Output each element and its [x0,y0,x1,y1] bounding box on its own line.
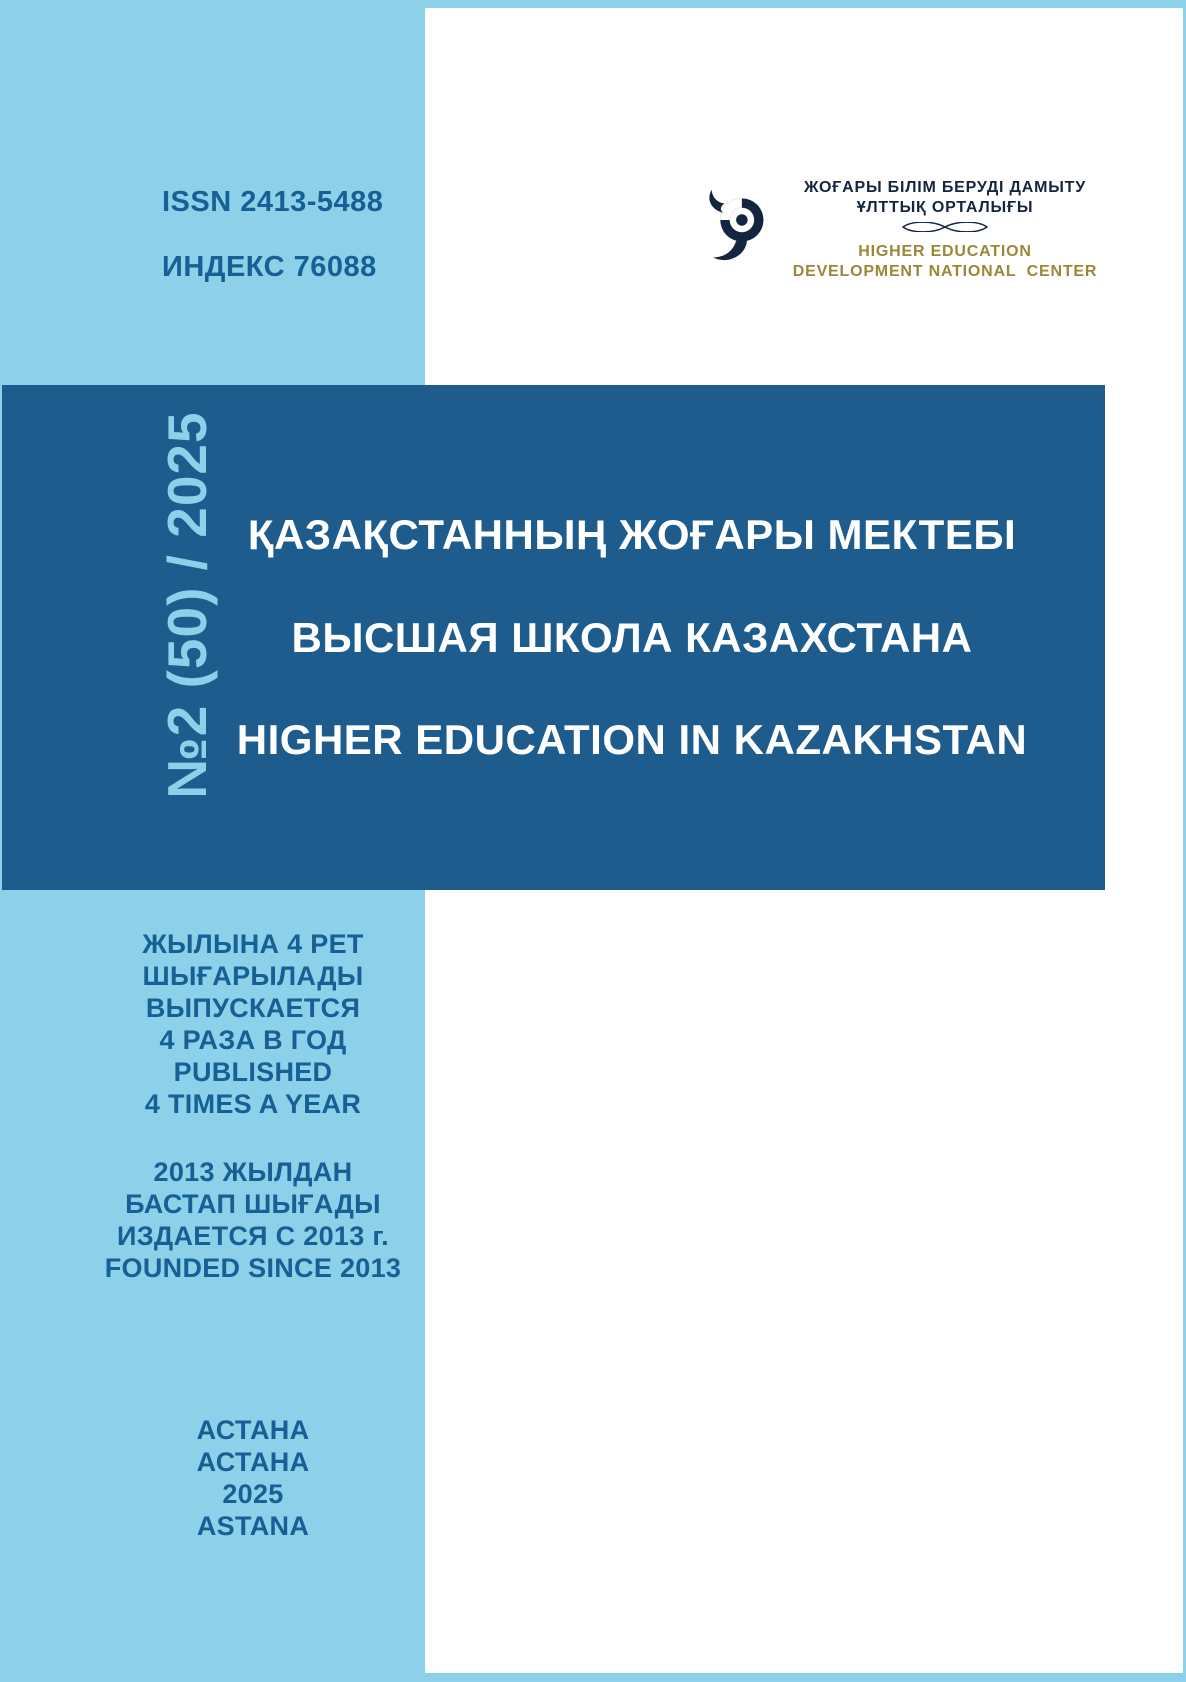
founded-line: ИЗДАЕТСЯ С 2013 г. [117,1221,389,1251]
journal-title-ru: ВЫСШАЯ ШКОЛА КАЗАХСТАНА [291,614,973,661]
issue-banner [2,385,1105,890]
publisher-name-block [780,178,1110,282]
founded-note [45,1156,461,1284]
infinity-line-icon [900,222,990,232]
imprint-city-kk: АСТАНА [196,1415,310,1445]
imprint-city-en: ASTANA [196,1511,310,1541]
frequency-line: PUBLISHED [173,1057,333,1087]
frequency-line: ВЫПУСКАЕТСЯ [145,993,361,1023]
journal-title-kk: ҚАЗАҚСТАННЫҢ ЖОҒАРЫ МЕКТЕБІ [247,511,1017,558]
publisher-name-en-line2: DEVELOPMENT NATIONAL CENTER [792,263,1098,280]
founded-line: БАСТАП ШЫҒАДЫ [125,1189,381,1219]
frequency-note [45,928,461,1120]
imprint-year: 2025 [222,1479,284,1509]
journal-titles [182,385,1082,890]
founded-line: 2013 ЖЫЛДАН [153,1157,353,1187]
journal-title-en: HIGHER EDUCATION IN KAZAKHSTAN [236,716,1028,763]
imprint-block [45,1414,461,1542]
frequency-line: 4 TIMES A YEAR [144,1089,362,1119]
publisher-name-en-line1: HIGHER EDUCATION [858,243,1032,260]
kazakh-ornament-bird-icon [703,183,775,267]
catalogue-index: ИНДЕКС 76088 [162,251,377,283]
publisher-name-kk-line1: ЖОҒАРЫ БІЛІМ БЕРУДІ ДАМЫТУ [803,179,1087,196]
founded-line: FOUNDED SINCE 2013 [104,1253,402,1283]
frequency-line: ШЫҒАРЫЛАДЫ [142,961,364,991]
issue-number-vertical: №2 (50) / 2025 [156,411,218,799]
publisher-name-kk-line2: ҰЛТТЫҚ ОРТАЛЫҒЫ [856,199,1034,216]
imprint-city-ru: АСТАНА [196,1447,310,1477]
frequency-line: ЖЫЛЫНА 4 РЕТ [142,929,364,959]
issn-number: ISSN 2413-5488 [162,186,384,218]
frequency-line: 4 РАЗА В ГОД [159,1025,347,1055]
